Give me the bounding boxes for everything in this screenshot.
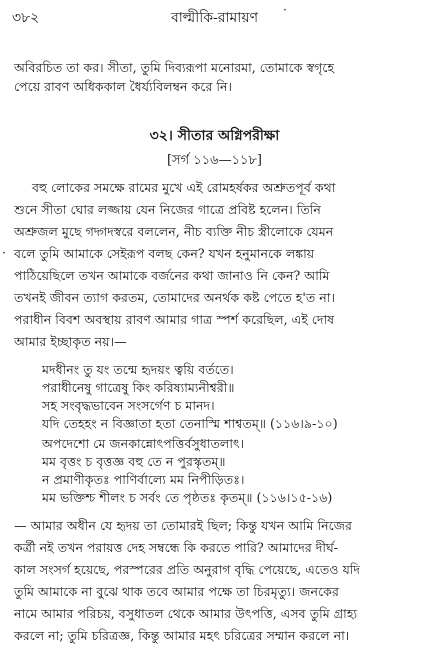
page-header: [0, 4, 429, 26]
verse-line: অপদেশো মে জনকান্নোৎপত্তির্বসুধাতলাৎ।: [42, 436, 245, 451]
paragraph-line: আমার ইচ্ছাকৃত নয়।—: [14, 334, 127, 349]
paragraph-line: বলে তুমি আমাকে সেইরূপ বলছ কেন? যখন হনুমানকে লঙ্কায়: [14, 246, 315, 261]
verse-line: সহ সংবৃদ্ধভাবেন সংসর্গেণ চ মানদ।: [42, 398, 215, 413]
paragraph-line: নামে আমার পরিচয়, বসুধাতল থেকে আমার উৎপত্তি, এসব তুমি গ্রাহ্য: [14, 606, 358, 621]
chapter-title: ৩২। সীতার অগ্নিপরীক্ষা: [149, 128, 280, 144]
running-title: বাল্মীকি-রামায়ণ: [170, 10, 259, 26]
paragraph-line: কর্ত্রী নই তখন পরায়ত্ত দেহ সম্বন্ধে কি করতে পারি? আমাদের দীর্ঘ-: [14, 540, 339, 555]
verse-line: যদি তেহহং ন বিজ্ঞাতা হতা তেনাস্মি শাশ্বতম্॥ (১১৬।৯-১০): [42, 416, 338, 431]
paragraph-line: পরাধীন বিবশ অবস্থায় রাবণ আমার গাত্র স্পর্শ করেছিল, এই দোষ: [14, 312, 335, 327]
paragraph-line: তখনই জীবন ত্যাগ করতম, তোমাদের অনর্থক কষ্ট পেতে হ'ত না।: [14, 290, 335, 305]
paragraph-line: তুমি আমাকে না বুঝে থাক তবে আমার পক্ষে তা চিরমৃত্যু। জনকের: [14, 584, 339, 599]
paragraph-line: শুনে সীতা ঘোর লজ্জায় যেন নিজের গাত্রে প্রবিষ্ট হলেন। তিনি: [14, 202, 321, 217]
verse-line: মম ভক্তিশ্চ শীলং চ সর্বং তে পৃষ্ঠতঃ কৃতম্॥ (১১৬।১৫-১৬): [42, 490, 333, 505]
section-reference: [সর্গ ১১৬—১১৮]: [166, 153, 262, 168]
verse-line: ন প্রমাণীকৃতঃ পাণির্বাল্যে মম নিপীড়িতঃ।: [42, 472, 245, 487]
paragraph-line: অশ্রুজল মুছে গদ্গদস্বরে বললেন, নীচ ব্যক্তি নীচ স্ত্রীলোকে যেমন: [14, 224, 334, 239]
verse-line: মদধীনং তু যং তন্মে হৃদয়ং ত্বয়ি বর্ততে।: [42, 362, 234, 377]
paragraph-line: পাঠিয়েছিলে তখন আমাকে বর্জনের কথা জানাও নি কেন? আমি: [14, 268, 330, 283]
paragraph-line: — আমার অধীন যে হৃদয় তা তোমারই ছিল; কিন্তু যখন আমি নিজের: [14, 518, 352, 533]
intro-line: পেয়ে রাবণ অধিককাল ধৈর্য্যবিলম্বন করে নি।: [14, 79, 232, 94]
paragraph-line: বহু লোকের সমক্ষে রামের মুখে এই রোমহর্ষকর অশ্রুতপূর্ব কথা: [32, 180, 336, 195]
intro-line: অবিরচিত তা কর। সীতা, তুমি দিব্যরূপা মনোরমা, তোমাকে স্বগৃহে: [14, 60, 335, 75]
paragraph-line: কাল সংসর্গ হয়েছে, পরস্পরের প্রতি অনুরাগ বৃদ্ধি পেয়েছে, এতেও যদি: [14, 562, 361, 577]
margin-mark: ·: [2, 246, 6, 260]
page-number: ৩৮২: [12, 10, 40, 26]
paragraph-line: করলে না; তুমি চরিত্রজ্ঞ, কিন্তু আমার মহৎ চরিত্রের সম্মান করলে না।: [14, 628, 350, 643]
verse-line: পরাধীনেষু গাত্রেষু কিং করিষ্যাম্যনীশ্বরী॥: [42, 380, 235, 395]
header-stray-mark: ·: [283, 3, 287, 17]
verse-line: মম বৃত্তং চ বৃত্তজ্ঞ বহু তে ন পুরস্কৃতম্॥: [42, 454, 226, 469]
